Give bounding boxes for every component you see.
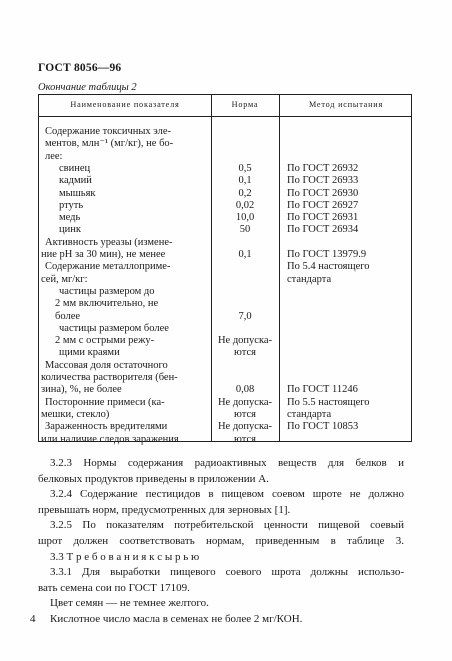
row-norm: 0,1 <box>238 249 252 260</box>
row-norm: ются <box>234 347 256 359</box>
row-name: мышьяк <box>59 187 96 199</box>
column-header-name: Наименование показателя <box>70 100 180 109</box>
row-norm: 0,2 <box>238 187 252 199</box>
row-norm: 10,0 <box>235 212 255 224</box>
row-norm: ются <box>234 433 256 445</box>
paragraph-text: 3.3 Т р е б о в а н и я к с ы р ь ю <box>50 550 200 563</box>
row-name: лее: <box>45 150 63 162</box>
row-name: зина), %, не более <box>41 384 122 396</box>
row-name: частицы размером более <box>59 322 169 334</box>
row-name: Посторонние примеси (ка- <box>45 396 165 408</box>
row-norm: ются <box>234 408 256 420</box>
row-method: По 5.5 настоящего <box>287 396 370 408</box>
column-header-method: Метод испытания <box>308 100 384 109</box>
paragraph-line <box>50 565 404 581</box>
row-name: Содержание токсичных эле- <box>45 126 172 137</box>
paragraph-line <box>50 596 404 612</box>
paragraph-text: Цвет семян — не темнее желтого. <box>50 597 209 610</box>
paragraph-line <box>50 518 404 534</box>
row-name: свинец <box>59 162 91 174</box>
row-name: ртуть <box>59 199 84 211</box>
row-name: ние рН за 30 мин), не менее <box>41 249 166 260</box>
row-name: кадмий <box>59 175 92 187</box>
row-method: По ГОСТ 26931 <box>287 212 359 224</box>
page-number: 4 <box>30 613 36 625</box>
row-name: ментов, млн⁻¹ (мг/кг), не бо- <box>45 138 174 150</box>
row-norm: 0,02 <box>235 199 255 211</box>
row-method: По ГОСТ 26932 <box>287 162 359 174</box>
row-name: Массовая доля остаточного <box>45 359 168 371</box>
row-name: Активность уреазы (измене- <box>45 236 173 248</box>
row-name: мешки, стекло) <box>41 408 110 420</box>
row-name: 2 мм с острыми режу- <box>55 335 155 347</box>
paragraph-text: 3.2.4 Содержание пестицидов в пищевом соевом шроте не должно <box>50 488 404 501</box>
paragraph-text: 3.3.1 Для выработки пищевого соевого шрота должны использо- <box>50 566 404 579</box>
column-divider <box>279 95 280 441</box>
paragraph-line <box>38 581 404 597</box>
paragraph-line <box>38 472 404 488</box>
row-norm: 0,1 <box>238 175 252 187</box>
row-norm: 7,0 <box>238 310 252 322</box>
row-name: более <box>55 310 81 322</box>
row-method: По ГОСТ 26933 <box>287 175 359 187</box>
paragraph-line <box>50 550 404 566</box>
row-name: сей, мг/кг: <box>41 273 88 285</box>
row-name: щими краями <box>59 347 120 359</box>
paragraph-line <box>38 503 404 519</box>
row-method: По 5.4 настоящего <box>287 261 370 273</box>
row-name: цинк <box>59 224 81 236</box>
paragraph-text: белковых продуктов приведены в приложении А. <box>38 472 269 485</box>
row-norm: 50 <box>239 224 251 236</box>
row-method: По ГОСТ 26934 <box>287 224 359 236</box>
row-norm: 0,5 <box>238 162 252 174</box>
row-name: 2 мм включительно, не <box>55 298 159 310</box>
row-method: По ГОСТ 11246 <box>287 384 358 396</box>
row-method: По ГОСТ 26930 <box>287 187 359 199</box>
row-name: Зараженность вредителями <box>45 421 168 433</box>
table-caption: Окончание таблицы 2 <box>38 82 137 93</box>
row-name: количества растворителя (бен- <box>41 372 178 383</box>
row-method: стандарта <box>287 408 332 420</box>
paragraph-line <box>50 612 404 628</box>
paragraph-text: 3.2.3 Нормы содержания радиоактивных веществ для белков и <box>50 457 404 469</box>
norms-table <box>38 94 412 445</box>
row-name: медь <box>59 212 81 224</box>
column-header-norm: Норма <box>231 100 259 109</box>
row-name: или наличие следов заражения <box>41 433 179 445</box>
header-divider <box>39 116 411 117</box>
paragraph-line <box>50 487 404 503</box>
paragraph-text: 3.2.5 По показателям потребительской ценности пищевой соевый <box>50 519 404 532</box>
paragraph-line <box>50 456 404 472</box>
row-norm: Не допуска- <box>217 421 273 433</box>
row-method: По ГОСТ 10853 <box>287 421 359 433</box>
paragraph-text: шрот должен соответствовать нормам, приведенным в таблице 3. <box>38 535 404 547</box>
row-name: частицы размером до <box>59 285 155 297</box>
paragraph-text: Кислотное число масла в семенах не более 2 мг/КОН. <box>50 613 303 625</box>
row-norm: Не допуска- <box>217 335 273 347</box>
paragraph-text: вать семена сои по ГОСТ 17109. <box>38 581 190 594</box>
row-name: Содержание металлоприме- <box>45 261 171 273</box>
paragraph-text: превышать норм, предусмотренных для зерновых [1]. <box>38 503 291 516</box>
row-method: По ГОСТ 26927 <box>287 199 359 211</box>
row-norm: 0,08 <box>235 384 255 396</box>
row-method: По ГОСТ 13979.9 <box>287 249 367 260</box>
document-title: ГОСТ 8056—96 <box>38 62 122 74</box>
row-method: стандарта <box>287 273 332 285</box>
paragraph-line <box>38 534 404 550</box>
row-norm: Не допуска- <box>217 396 273 408</box>
